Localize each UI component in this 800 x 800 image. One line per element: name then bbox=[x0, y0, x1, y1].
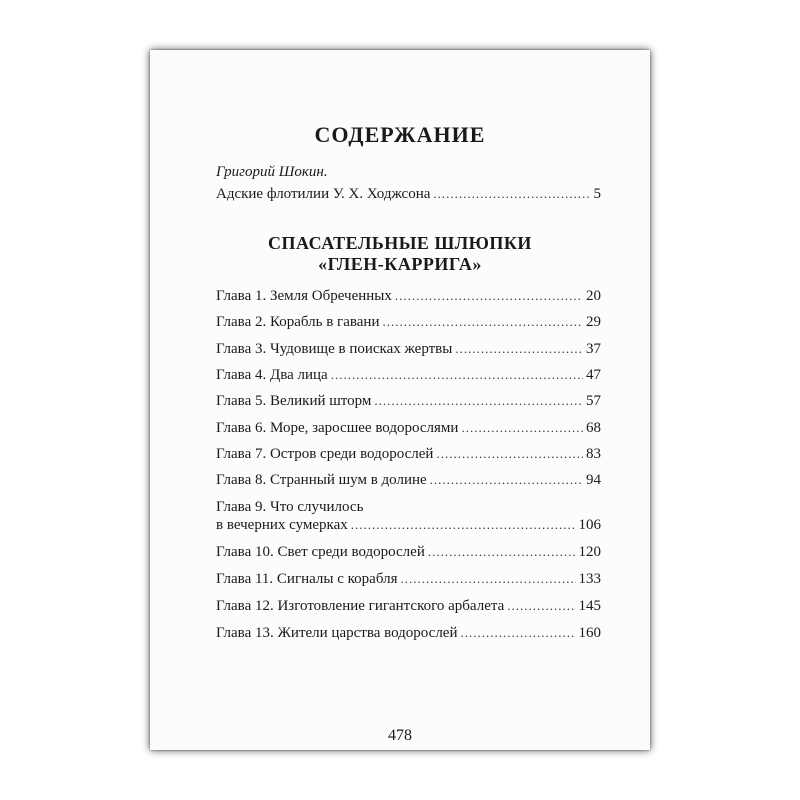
chapter-page: 37 bbox=[586, 341, 601, 357]
leader-dots bbox=[461, 624, 576, 642]
chapter-title: Глава 4. Два лица bbox=[216, 367, 328, 383]
chapter-title: Глава 13. Жители царства водорослей bbox=[216, 625, 458, 641]
toc-entry bbox=[216, 597, 601, 615]
chapter-title: Глава 3. Чудовище в поисках жертвы bbox=[216, 341, 453, 357]
leader-dots bbox=[430, 471, 583, 489]
section-title-line-1: СПАСАТЕЛЬНЫЕ ШЛЮПКИ bbox=[268, 233, 532, 253]
chapter-title: Глава 2. Корабль в гавани bbox=[216, 314, 380, 330]
chapter-page: 83 bbox=[586, 446, 601, 462]
leader-dots bbox=[351, 516, 576, 534]
leader-dots bbox=[428, 543, 576, 561]
toc-entry bbox=[216, 543, 601, 561]
toc-entry bbox=[216, 392, 601, 410]
leader-dots bbox=[400, 570, 575, 588]
chapter-page: 68 bbox=[586, 420, 601, 436]
chapter-title: Глава 5. Великий шторм bbox=[216, 393, 372, 409]
toc-entry bbox=[216, 471, 601, 489]
toc-entry bbox=[216, 340, 601, 358]
chapter-title: в вечерних сумерках bbox=[216, 517, 348, 533]
section-title-line-2: «ГЛЕН-КАРРИГА» bbox=[318, 254, 482, 274]
toc-entry bbox=[216, 516, 601, 534]
chapter-title: Глава 6. Море, заросшее водорослями bbox=[216, 420, 459, 436]
toc-entry bbox=[216, 419, 601, 437]
toc-entry bbox=[216, 624, 601, 642]
chapter-page: 133 bbox=[578, 571, 601, 587]
chapter-page: 29 bbox=[586, 314, 601, 330]
leader-dots bbox=[374, 392, 583, 410]
chapter-page: 20 bbox=[586, 288, 601, 304]
leader-dots bbox=[455, 340, 583, 358]
chapter-title: Глава 12. Изготовление гигантского арбалета bbox=[216, 598, 505, 614]
chapter-title: Глава 1. Земля Обреченных bbox=[216, 288, 392, 304]
chapter-page: 145 bbox=[578, 598, 601, 614]
toc-title: СОДЕРЖАНИЕ bbox=[314, 122, 486, 147]
chapter-page: 106 bbox=[578, 517, 601, 533]
intro-author: Григорий Шокин. bbox=[216, 164, 328, 180]
page-number: 478 bbox=[388, 727, 412, 744]
toc-entry bbox=[216, 287, 601, 305]
chapter-page: 47 bbox=[586, 367, 601, 383]
toc-entry bbox=[216, 366, 601, 384]
leader-dots bbox=[331, 366, 583, 384]
chapter-title: Глава 7. Остров среди водорослей bbox=[216, 446, 434, 462]
leader-dots bbox=[461, 419, 583, 437]
chapter-title: Глава 11. Сигналы с корабля bbox=[216, 571, 398, 587]
chapter-page: 160 bbox=[578, 625, 601, 641]
chapter-page: 94 bbox=[586, 472, 601, 488]
intro-page: 5 bbox=[593, 186, 601, 202]
chapter-page: 120 bbox=[578, 544, 601, 560]
leader-dots bbox=[507, 597, 575, 615]
chapter-title: Глава 8. Странный шум в долине bbox=[216, 472, 427, 488]
chapter-page: 57 bbox=[586, 393, 601, 409]
toc-entry bbox=[216, 570, 601, 588]
chapter-title: Глава 10. Свет среди водорослей bbox=[216, 544, 425, 560]
leader-dots bbox=[433, 185, 590, 203]
chapter-title-line-1: Глава 9. Что случилось bbox=[216, 499, 364, 515]
intro-entry bbox=[216, 185, 601, 203]
leader-dots bbox=[395, 287, 583, 305]
intro-title: Адские флотилии У. Х. Ходжсона bbox=[216, 186, 431, 202]
leader-dots bbox=[436, 445, 583, 463]
toc-entry bbox=[216, 445, 601, 463]
toc-entry bbox=[216, 313, 601, 331]
leader-dots bbox=[382, 313, 583, 331]
